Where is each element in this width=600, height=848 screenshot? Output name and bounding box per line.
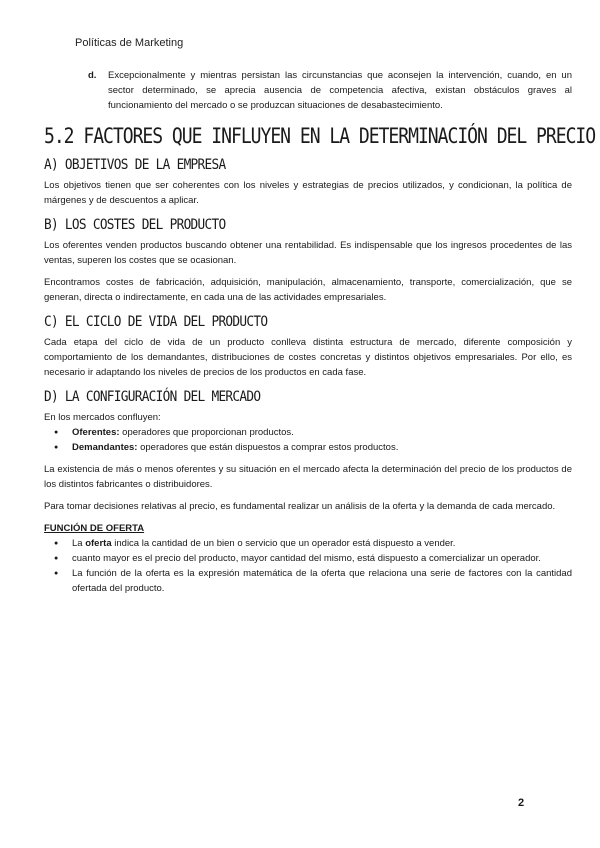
bullet-text-pre: La bbox=[72, 538, 86, 549]
list-item bbox=[44, 440, 572, 455]
subsection-a-paragraph: Los objetivos tienen que ser coherentes con los niveles y estrategias de precios utilizados, y condicionan, la política de márgenes y de descuentos a aplicar. bbox=[44, 180, 572, 206]
bullet-text-post: indica la cantidad de un bien o servicio que un operador está dispuesto a vender. bbox=[111, 538, 456, 549]
bullet-text: operadores que están dispuestos a comprar estos productos. bbox=[137, 442, 399, 453]
subsection-c-paragraph: Cada etapa del ciclo de vida de un producto conlleva distinta estructura de mercado, diferente composición y comportamiento de los demandantes, distribuciones de costes concretas y distintos objetivos empresariales. Por ello, es necesario ir adaptando los niveles de precios de los productos en cada fase. bbox=[44, 337, 572, 378]
subsection-b-paragraph-1: Los oferentes venden productos buscando obtener una rentabilidad. Es indispensable que los ingresos procedentes de las ventas, superen los costes que se ocasionan. bbox=[44, 240, 572, 266]
running-header: Políticas de Marketing bbox=[75, 37, 184, 49]
subsection-b-paragraph-2: Encontramos costes de fabricación, adquisición, manipulación, almacenamiento, transporte, comercialización, que se generan, directa o indirectamente, en cada una de las actividades empresariales. bbox=[44, 277, 572, 303]
bullet-term: Demandantes: bbox=[72, 442, 138, 453]
list-item-d bbox=[44, 68, 572, 113]
list-item-text: Excepcionalmente y mientras persistan las circunstancias que aconsejen la intervención, cuando, en un sector determinado, se aprecia ausencia de competencia afectiva, existan obstáculos graves al funcionamiento del mercado o se produzcan situaciones de desabastecimiento. bbox=[108, 70, 572, 111]
bullet-text: La función de la oferta es la expresión matemática de la oferta que relaciona una serie de factores con la cantidad ofertada del producto. bbox=[72, 568, 572, 594]
list-item bbox=[44, 425, 572, 440]
supply-function-list bbox=[44, 536, 572, 596]
subsection-d-intro: En los mercados confluyen: bbox=[44, 412, 161, 423]
list-item bbox=[44, 551, 572, 566]
section-title: 5.2 FACTORES QUE INFLUYEN EN LA DETERMINACIÓN DEL PRECIO bbox=[44, 124, 596, 148]
bullet-term: Oferentes: bbox=[72, 427, 120, 438]
list-item-letter: d. bbox=[88, 70, 97, 81]
market-participants-list bbox=[44, 425, 572, 455]
subsection-b-title: B) LOS COSTES DEL PRODUCTO bbox=[44, 217, 226, 233]
subsection-d-paragraph-2: Para tomar decisiones relativas al precio, es fundamental realizar un análisis de la oferta y la demanda de cada mercado. bbox=[44, 501, 556, 512]
page-content bbox=[44, 68, 596, 603]
page-number: 2 bbox=[518, 797, 525, 809]
supply-function-title: FUNCIÓN DE OFERTA bbox=[44, 523, 145, 534]
bullet-text: cuanto mayor es el precio del producto, mayor cantidad del mismo, está dispuesto a comercializar un operador. bbox=[72, 553, 541, 564]
list-item bbox=[44, 566, 572, 596]
subsection-d-paragraph-1: La existencia de más o menos oferentes y su situación en el mercado afecta la determinación del precio de los productos de los distintos fabricantes o distribuidores. bbox=[44, 464, 572, 490]
subsection-c-title: C) EL CICLO DE VIDA DEL PRODUCTO bbox=[44, 314, 268, 330]
list-item bbox=[44, 536, 572, 551]
bullet-text: operadores que proporcionan productos. bbox=[119, 427, 294, 438]
subsection-d-title: D) LA CONFIGURACIÓN DEL MERCADO bbox=[44, 389, 261, 405]
bullet-term: oferta bbox=[85, 538, 112, 549]
subsection-a-title: A) OBJETIVOS DE LA EMPRESA bbox=[44, 157, 226, 173]
